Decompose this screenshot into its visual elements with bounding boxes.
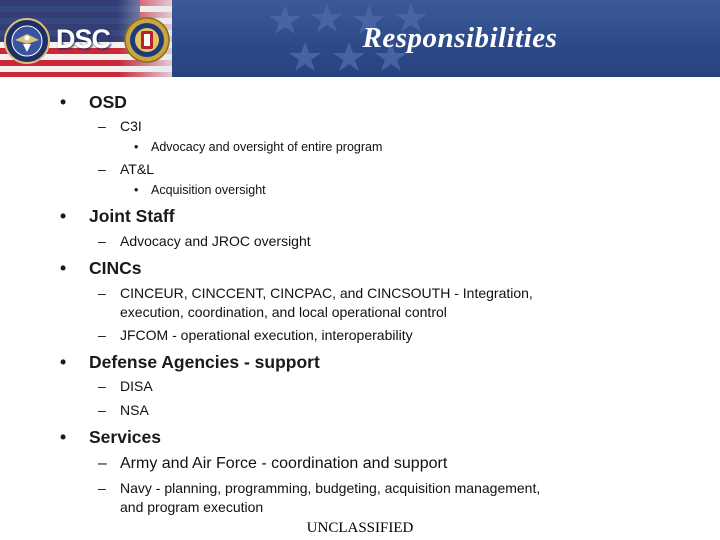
classification-footer: UNCLASSIFIED xyxy=(306,520,414,536)
subsub-label: Acquisition oversight xyxy=(151,183,266,197)
subbullet-navy-cont xyxy=(120,499,263,515)
dash-marker: – xyxy=(98,455,107,472)
bullet-marker: • xyxy=(60,352,67,372)
dsc-logo-text: DSC xyxy=(56,24,111,54)
subbullet-label-line2: and program execution xyxy=(120,499,264,515)
subbullet-cinceur-cont xyxy=(120,304,447,320)
subbullet-label-line1: CINCEUR, CINCCENT, CINCPAC, and CINCSOUTH - Integration, xyxy=(120,285,533,301)
bullet-label: Services xyxy=(89,427,162,447)
dash-marker: – xyxy=(98,161,106,177)
subbullet-label: NSA xyxy=(120,402,149,418)
dash-marker: – xyxy=(98,118,106,134)
dash-marker: – xyxy=(98,402,106,418)
bullet-label: OSD xyxy=(89,92,127,112)
slide-title: Responsibilities xyxy=(362,22,558,54)
bullet-marker: • xyxy=(134,183,139,197)
bullet-marker: • xyxy=(60,427,67,447)
dash-marker: – xyxy=(98,378,106,394)
bullet-label: CINCs xyxy=(89,258,142,278)
bullet-marker: • xyxy=(60,258,67,278)
subbullet-label: Army and Air Force - coordination and support xyxy=(120,455,448,472)
subsub-label: Advocacy and oversight of entire program xyxy=(151,140,383,154)
dash-marker: – xyxy=(98,327,106,343)
subbullet-label-line2: execution, coordination, and local operational control xyxy=(120,304,447,320)
subbullet-label: JFCOM - operational execution, interoperability xyxy=(120,327,413,343)
bullet-marker: • xyxy=(60,92,67,112)
subbullet-label: AT&L xyxy=(120,161,154,177)
subbullet-label-line1: Navy - planning, programming, budgeting, acquisition management, xyxy=(120,480,541,496)
dash-marker: – xyxy=(98,285,106,301)
subbullet-label: C3I xyxy=(120,118,142,134)
subbullet-label: DISA xyxy=(120,378,153,394)
dash-marker: – xyxy=(98,233,106,249)
bullet-label: Joint Staff xyxy=(89,206,175,226)
subbullet-label: Advocacy and JROC oversight xyxy=(120,233,311,249)
bullet-marker: • xyxy=(134,140,139,154)
dash-marker: – xyxy=(98,480,106,496)
bullet-label: Defense Agencies - support xyxy=(89,352,320,372)
bullet-marker: • xyxy=(60,206,67,226)
